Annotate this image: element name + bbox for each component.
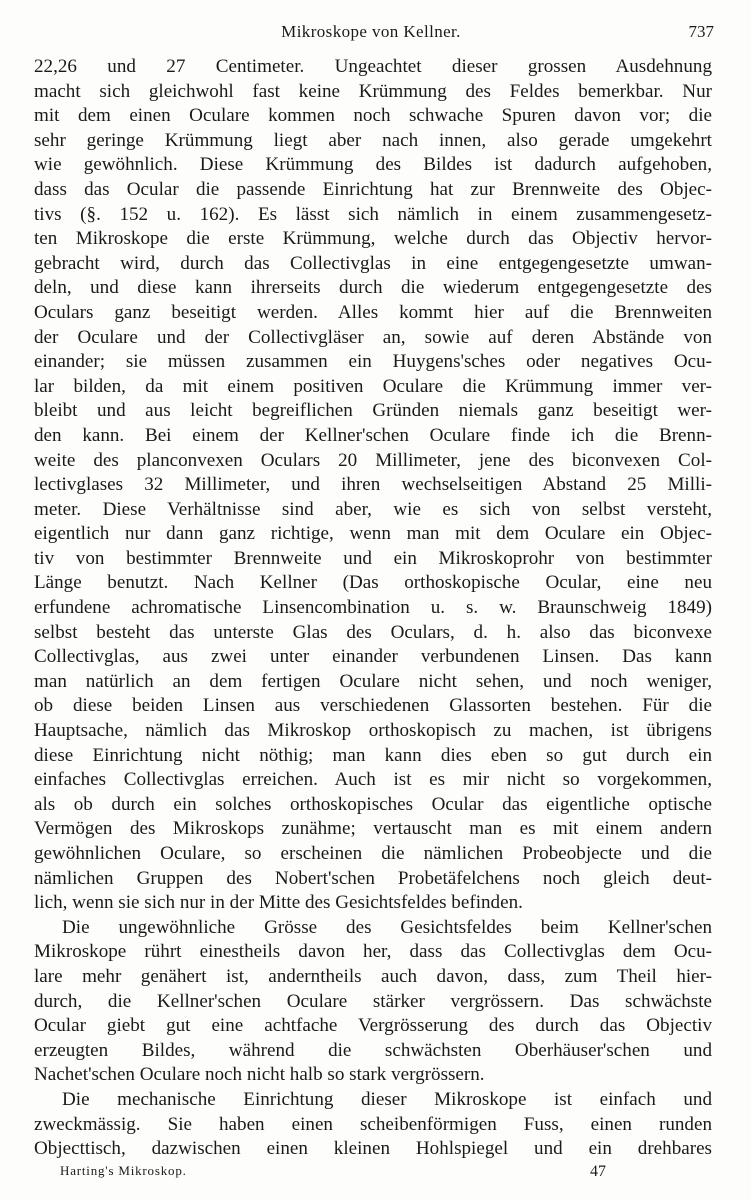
text-line: nämlichen Gruppen des Nobert'schen Probetäfelchens noch gleich deut- <box>34 867 712 889</box>
text-line: lar bilden, da mit einem positiven Oculare die Krümmung immer ver- <box>34 375 712 397</box>
text-line: Collectivglas, aus zwei unter einander verbundenen Linsen. Das kann <box>34 646 712 668</box>
text-line: Vermögen des Mikroskops zunähme; vertauscht man es mit einem andern <box>34 818 712 840</box>
running-title: Mikroskope von Kellner. <box>281 22 461 41</box>
text-line: einfaches Collectivglas erreichen. Auch ist es mir nicht so vorgekommen, <box>34 769 712 791</box>
text-line: lich, wenn sie sich nur in der Mitte des Gesichtsfeldes befinden. <box>34 892 523 914</box>
text-line: Hauptsache, nämlich das Mikroskop orthoskopisch zu machen, ist übrigens <box>34 720 712 742</box>
text-line: gebracht wird, durch das Collectivglas in eine entgegengesetzte umwan- <box>34 252 712 274</box>
text-line: sehr geringe Krümmung liegt aber nach innen, also gerade umgekehrt <box>34 129 712 151</box>
text-line: den kann. Bei einem der Kellner'schen Oculare finde ich die Brenn- <box>34 424 712 446</box>
text-line: Nachet'schen Oculare noch nicht halb so stark vergrössern. <box>34 1064 485 1086</box>
paragraph <box>34 1088 712 1162</box>
text-line: eigentlich nur dann ganz richtige, wenn man mit dem Oculare ein Objec- <box>34 523 712 545</box>
text-line: bleibt und aus leicht begreiflichen Gründen niemals ganz beseitigt wer- <box>34 400 712 422</box>
text-line: Länge benutzt. Nach Kellner (Das orthoskopische Ocular, eine neu <box>34 572 712 594</box>
footer-book-title: Harting's Mikroskop. <box>60 1163 187 1178</box>
signature-mark: 47 <box>590 1163 606 1180</box>
text-line: weite des planconvexen Oculars 20 Millimeter, jene des biconvexen Col- <box>34 449 712 471</box>
text-line: tiv von bestimmter Brennweite und ein Mikroskoprohr von bestimmter <box>34 547 712 569</box>
text-line: deln, und diese kann ihrerseits durch die wiederum entgegengesetzte des <box>34 277 712 299</box>
text-line: Mikroskope rührt einestheils davon her, dass das Collectivglas dem Ocu- <box>34 941 712 963</box>
text-line: einander; sie müssen zusammen ein Huygens'sches oder negatives Ocu- <box>34 351 712 373</box>
text-line: durch, die Kellner'schen Oculare stärker vergrössern. Das schwächste <box>34 990 712 1012</box>
text-line: lare mehr genähert ist, anderntheils auch davon, dass, zum Theil hier- <box>34 965 712 987</box>
text-line: gewöhnlichen Oculare, so erscheinen die nämlichen Probeobjecte und die <box>34 843 712 864</box>
text-line: Oculars ganz beseitigt werden. Alles kommt hier auf die Brennweiten <box>34 301 712 323</box>
text-line: erzeugten Bildes, während die schwächsten Oberhäuser'schen und <box>34 1039 712 1061</box>
page-footer <box>60 1163 620 1185</box>
page-number: 737 <box>688 22 714 41</box>
text-line: zweckmässig. Sie haben einen scheibenförmigen Fuss, einen runden <box>34 1113 712 1135</box>
text-line: ob diese beiden Linsen aus verschiedenen Glassorten bestehen. Für die <box>34 695 712 717</box>
paragraph <box>34 55 712 916</box>
text-line: selbst besteht das unterste Glas des Oculars, d. h. also das biconvexe <box>34 621 712 643</box>
text-line: der Oculare und der Collectivgläser an, sowie auf deren Abstände von <box>34 326 712 348</box>
running-head <box>28 22 714 46</box>
text-line: Ocular giebt gut eine achtfache Vergrösserung des durch das Objectiv <box>34 1015 712 1037</box>
text-line: meter. Diese Verhältnisse sind aber, wie es sich von selbst versteht, <box>34 498 712 520</box>
text-line: mit dem einen Oculare kommen noch schwache Spuren davon vor; die <box>34 105 712 127</box>
text-line: dass das Ocular die passende Einrichtung hat zur Brennweite des Objec- <box>34 178 712 200</box>
text-line: diese Einrichtung nicht nöthig; man kann dies eben so gut durch ein <box>34 744 712 766</box>
text-line: erfundene achromatische Linsencombination u. s. w. Braunschweig 1849) <box>34 597 712 619</box>
text-line: man natürlich an dem fertigen Oculare nicht sehen, und noch weniger, <box>34 670 712 692</box>
text-line: Die mechanische Einrichtung dieser Mikroskope ist einfach und <box>62 1088 712 1110</box>
text-line: wie gewöhnlich. Diese Krümmung des Bildes ist dadurch aufgehoben, <box>34 154 712 176</box>
text-line: ten Mikroskope die erste Krümmung, welche durch das Objectiv hervor- <box>34 228 712 250</box>
text-line: tivs (§. 152 u. 162). Es lässt sich nämlich in einem zusammengesetz- <box>34 203 712 225</box>
text-line: Die ungewöhnliche Grösse des Gesichtsfeldes beim Kellner'schen <box>62 916 712 938</box>
paragraph <box>34 916 712 1088</box>
text-line: lectivglases 32 Millimeter, und ihren wechselseitigen Abstand 25 Milli- <box>34 474 712 496</box>
text-line: als ob durch ein solches orthoskopisches Ocular das eigentliche optische <box>34 793 712 815</box>
body-text <box>34 55 712 1162</box>
text-line: 22,26 und 27 Centimeter. Ungeachtet dieser grossen Ausdehnung <box>34 56 712 77</box>
text-line: Objecttisch, dazwischen einen kleinen Hohlspiegel und ein drehbares <box>34 1138 712 1160</box>
text-line: macht sich gleichwohl fast keine Krümmung des Feldes bemerkbar. Nur <box>34 80 712 102</box>
